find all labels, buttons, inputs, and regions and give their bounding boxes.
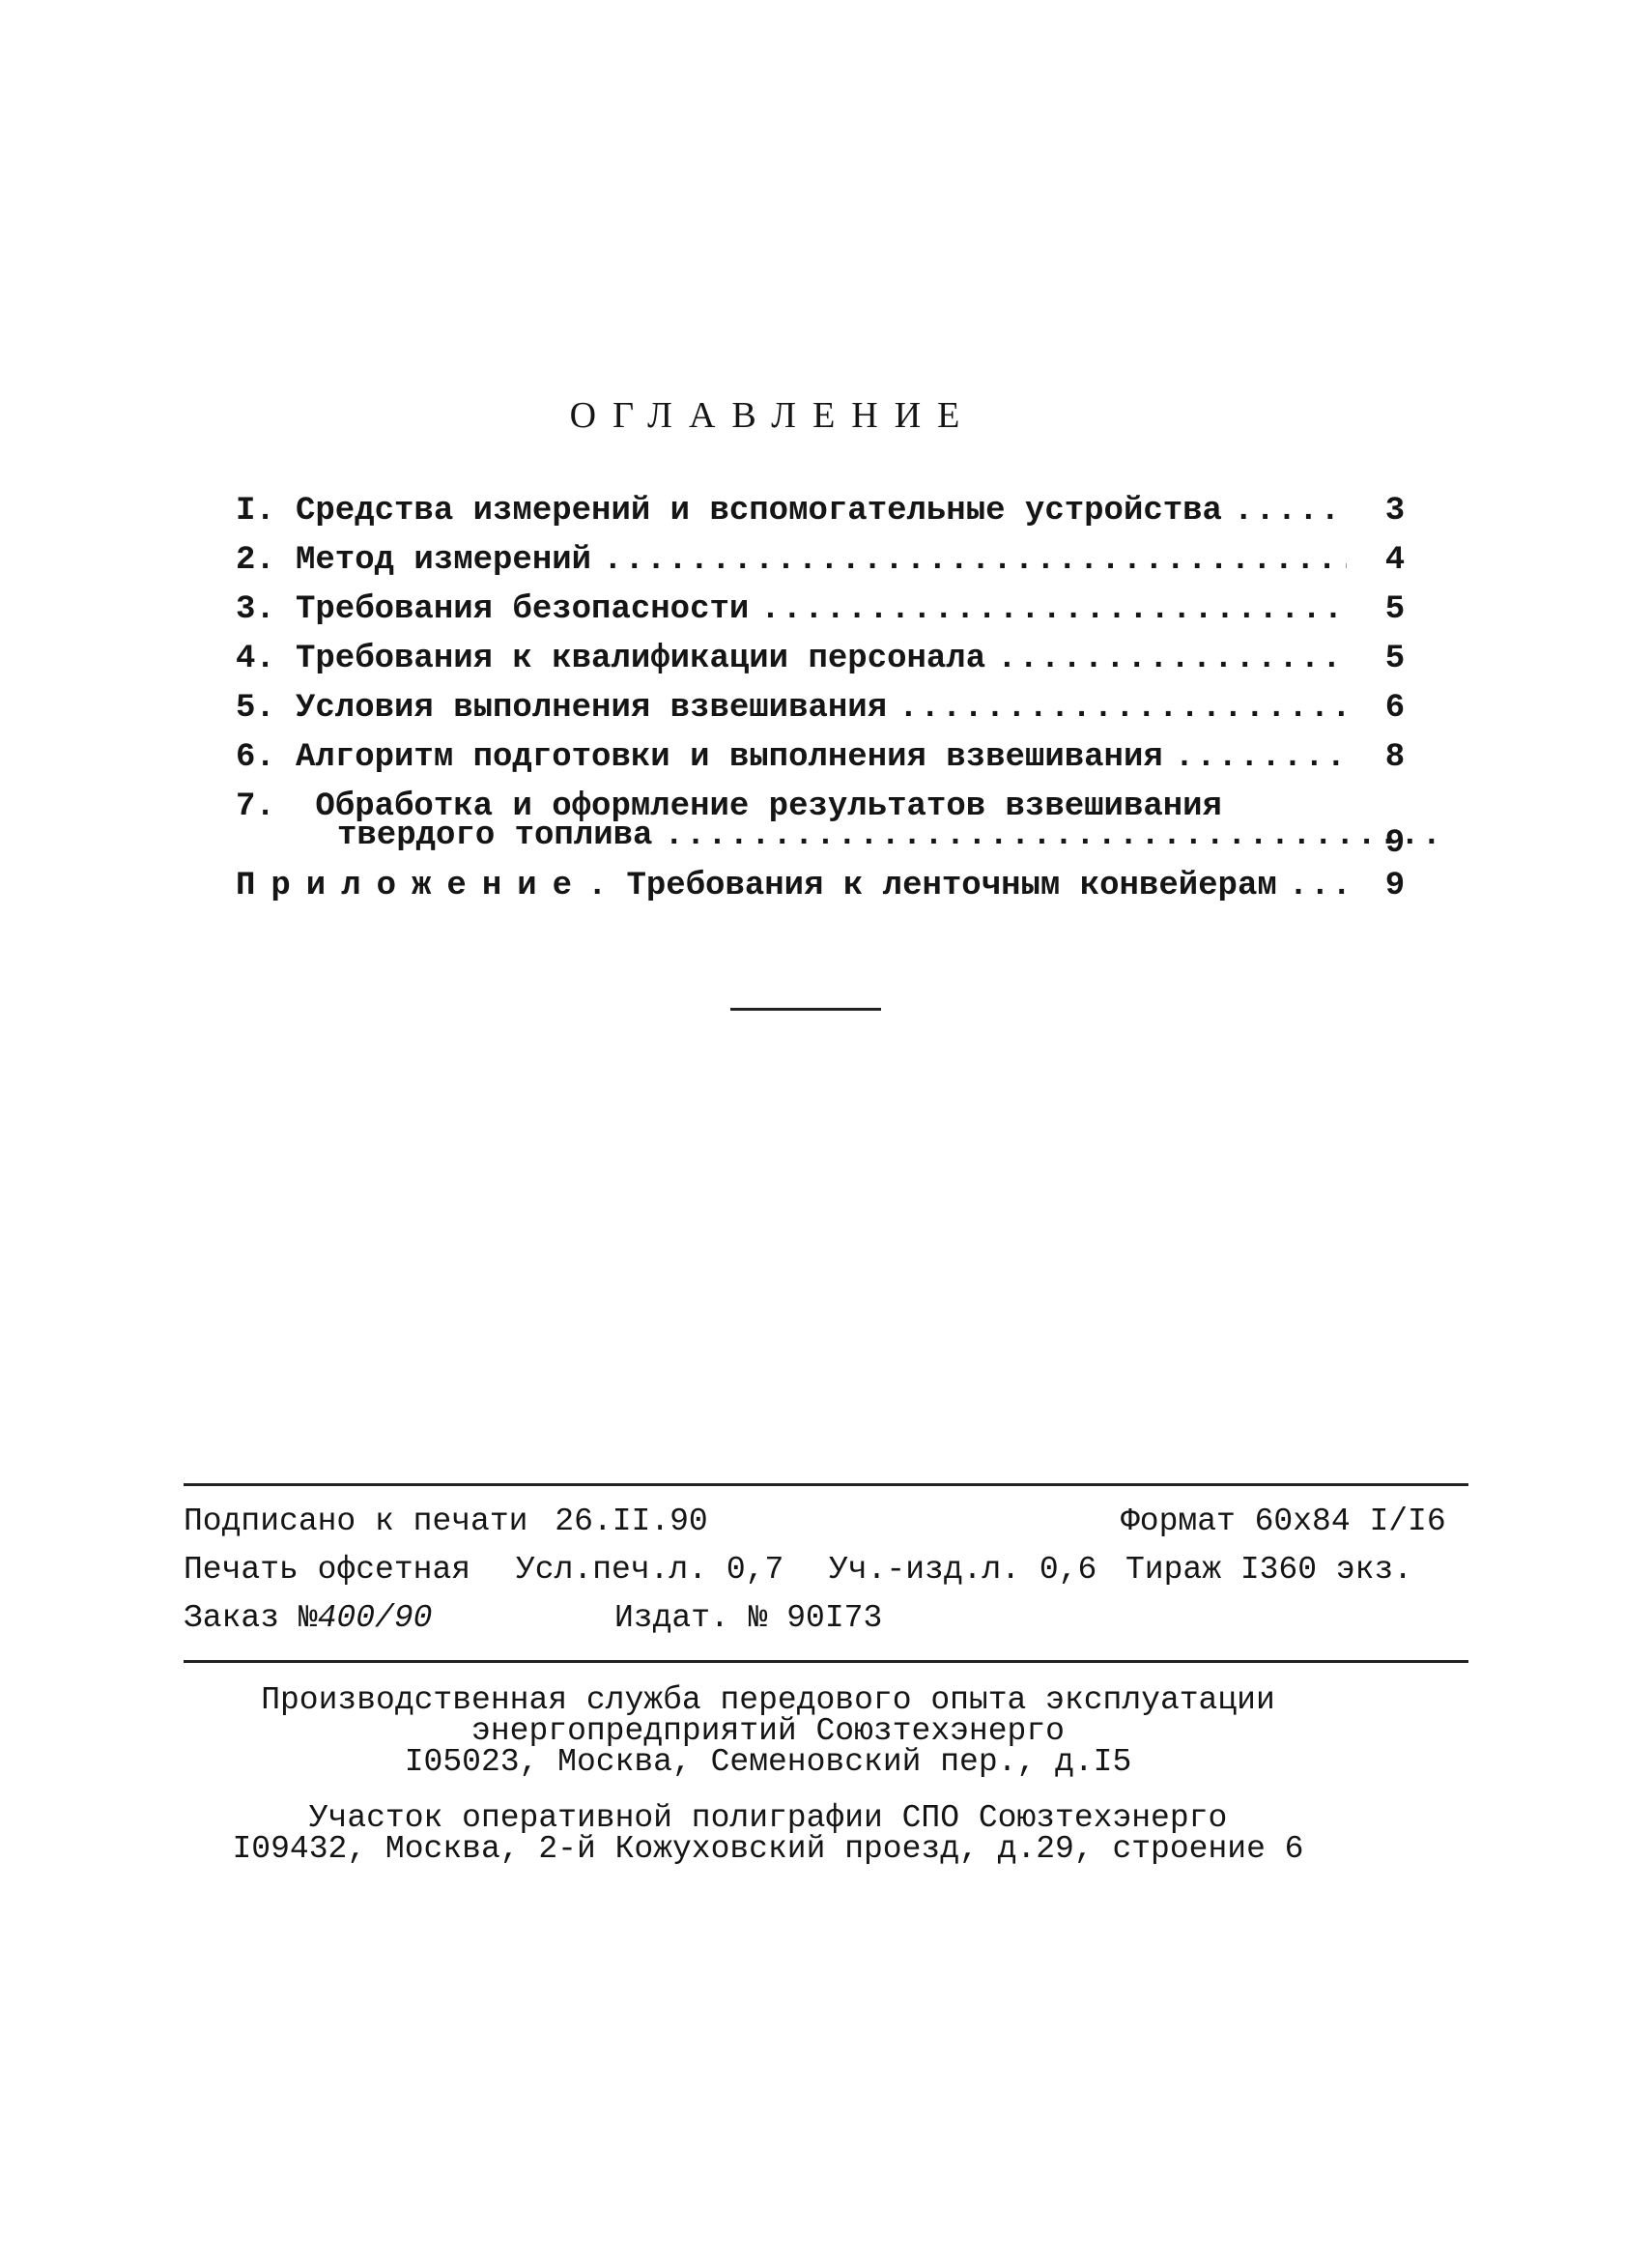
toc-entry-number: 2. [236, 542, 275, 579]
toc-entry [236, 868, 1414, 904]
toc-entry-number: 4. [236, 641, 275, 677]
toc-entry-text: Требования безопасности [296, 591, 750, 628]
imprint-uch-izd: Уч.-изд.л. 0,6 [829, 1552, 1097, 1588]
toc-entry-text: Условия выполнения взвешивания [296, 690, 888, 727]
toc-entry-page: 9 [1384, 825, 1406, 862]
toc-title: ОГЛАВЛЕНИЕ [569, 395, 977, 436]
imprint-signed-label: Подписано к печати [184, 1504, 528, 1539]
toc-leader-dots [760, 591, 1347, 628]
imprint-format: Формат 60х84 I/I6 [1121, 1504, 1446, 1539]
toc-entry-text: Обработка и оформление результатов взвешивания [315, 788, 1222, 825]
toc-leader-dots [603, 542, 1347, 579]
toc-entry-page: 6 [1384, 690, 1406, 727]
publisher-line: I05023, Москва, Семеновский пер., д.I5 [404, 1744, 1132, 1780]
section-divider [730, 1008, 881, 1011]
toc-leader-dots [1289, 868, 1347, 904]
imprint-izdat: Издат. № 90I73 [614, 1600, 883, 1636]
printer-line: I09432, Москва, 2-й Кожуховский проезд, д.29, строение 6 [232, 1831, 1304, 1867]
toc-entry [236, 493, 1414, 530]
toc-entry-page: 5 [1384, 591, 1406, 628]
publisher-line: энергопредприятий Союзтехэнерго [471, 1713, 1065, 1749]
printer-block [184, 1800, 1353, 1867]
publisher-line: Производственная служба передового опыта эксплуатации [261, 1682, 1275, 1718]
printer-line: Участок оперативной полиграфии СПО Союзтехэнерго [308, 1800, 1228, 1836]
toc-leader-dots [898, 690, 1347, 727]
toc-entry-number: 7. [236, 788, 275, 825]
imprint-signed [184, 1504, 708, 1539]
toc-entry [236, 739, 1414, 776]
imprint-order [184, 1600, 432, 1636]
imprint-order-label: Заказ № [184, 1600, 318, 1636]
toc-entry-number: 3. [236, 591, 275, 628]
toc-entry [236, 690, 1414, 727]
toc-entry-page: 9 [1384, 868, 1406, 904]
toc-entry-text-continued: твердого топлива [337, 817, 653, 854]
toc-leader-dots [1175, 739, 1347, 776]
imprint-order-value: 400/90 [317, 1600, 433, 1636]
toc-entry-text: Алгоритм подготовки и выполнения взвешивания [296, 739, 1163, 776]
imprint-circulation: Тираж I360 экз. [1125, 1552, 1413, 1588]
toc-entry-text: Требования к квалификации персонала [296, 641, 986, 677]
imprint-bottom-rule [184, 1660, 1468, 1663]
imprint-signed-date: 26.II.90 [555, 1504, 708, 1539]
imprint-printing: Печать офсетная [184, 1552, 471, 1588]
toc-leader-dots [1234, 493, 1347, 530]
toc-entry-text: Средства измерений и вспомогательные устройства [296, 493, 1222, 530]
toc-entry [236, 542, 1414, 579]
toc-entry-page: 4 [1384, 542, 1406, 579]
imprint-usl-pech: Усл.печ.л. 0,7 [516, 1552, 784, 1588]
toc-leader-dots [997, 641, 1347, 677]
toc-entry-number: 6. [236, 739, 275, 776]
toc-entry-page: 5 [1384, 641, 1406, 677]
toc-entry [236, 788, 1414, 862]
toc-entry-page: 3 [1384, 493, 1406, 530]
toc-entry-text: Метод измерений [296, 542, 592, 579]
publisher-block [184, 1682, 1353, 1780]
toc-entry-number: I. [236, 493, 275, 530]
toc-entry [236, 591, 1414, 628]
toc-entry-number: 5. [236, 690, 275, 727]
toc-entry-page: 8 [1384, 739, 1406, 776]
toc-appendix-label: Приложение. [236, 868, 623, 904]
toc-entry [236, 641, 1414, 677]
toc-entry-text: Требования к ленточным конвейерам [626, 868, 1277, 904]
toc-leader-dots [664, 817, 1448, 854]
imprint-top-rule [184, 1483, 1468, 1486]
